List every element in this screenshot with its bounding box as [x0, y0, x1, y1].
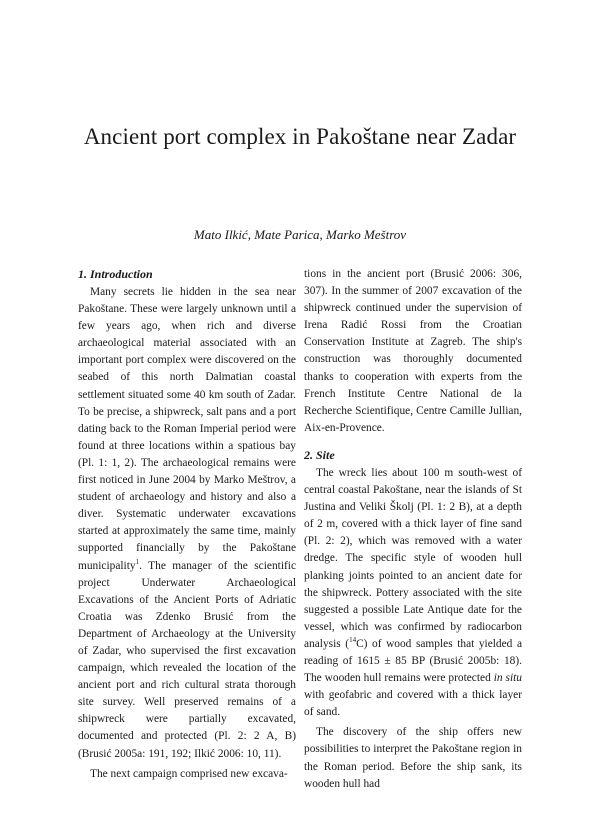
paragraph-text: The wreck lies about 100 m south-west of central coastal Pakoštane, near the islands of St Justina and Veliki Školj (Pl. 1: 2 B), at a depth of 2 m, covered with a thick layer of fine sand (Pl. 2: 2), which was removed with a water dredge. The specific style of wooden hull planking joints pointed to an ancient date for the shipwreck. Pottery associated with the site suggested a possible Late Antique date for the vessel, which was confirmed by radiocarbon analysis ( — [304, 466, 522, 650]
isotope-superscript: 14 — [349, 636, 357, 645]
paragraph-text: Many secrets lie hidden in the sea near Pakoštane. These were largely unknown until a few years ago, when rich and diverse archaeological material associated with an important port complex were discovered on the seabed of this north Dalmatian coastal settlement situated some 40 km south of Zadar. To be precise, a shipwreck, salt pans and a port dating back to the Roman Imperial period were found at three locations within a spatious bay (Pl. 1: 1, 2). The archaeological remains were first noticed in June 2004 by Marko Meštrov, a student of archaeology and history and also a diver. Systematic underwater excavations started at approximately the same time, mainly supported financially by the Pakoštane municipality — [78, 286, 296, 572]
section-heading-site: 2. Site — [304, 447, 335, 462]
paragraph: The discovery of the ship offers new possibilities to interpret the Pakoštane region in the Roman period. Before the ship sank, its wooden hull had — [304, 726, 522, 790]
paragraph-continuation: tions in the ancient port (Brusić 2006: 306, 307). In the summer of 2007 excavation of the shipwreck continued under the supervision of Irena Radić Rossi from the Croatian Conservation Institute at Zagreb. The ship's construction was thoroughly documented thanks to cooperation with experts from the French Institute Centre National de la Recherche Scientifique, Centre Camille Jullian, Aix-en-Provence. — [304, 268, 522, 434]
paragraph — [78, 284, 296, 763]
paragraph-text: C) of wood samples that yielded a reading of 1615 ± 85 BP (Brusić 2005b: 18). The wooden hull remains were protected — [304, 637, 522, 685]
paragraph-text: . The manager of the scientific project Underwater Archaeological Excavations of the Ancient Ports of Adriatic Croatia was Zdenko Brusić from the Department of Archaeology at the University of Zadar, who supervised the first excavation campaign, which revealed the location of the ancient port and rich cultural strata thorough site survey. Well preserved remains of a shipwreck were partially excavated, documented and protected (Pl. 2: 2 A, B) (Brusić 2005a: 191, 192; Ilkić 2006: 10, 11). — [78, 559, 296, 760]
paper-title: Ancient port complex in Pakoštane near Zadar — [83, 124, 517, 149]
paragraph — [304, 465, 522, 721]
footnote-marker: 1 — [135, 557, 140, 566]
italic-term: in situ — [493, 672, 522, 685]
authors: Mato Ilkić, Mate Parica, Marko Meštrov — [193, 227, 407, 242]
paragraph: The next campaign comprised new excava- — [90, 767, 288, 780]
left-column — [78, 266, 296, 783]
paragraph-text: with geofabric and covered with a thick layer of sand. — [304, 689, 522, 719]
right-column — [304, 266, 522, 793]
section-heading-introduction: 1. Introduction — [78, 267, 153, 281]
